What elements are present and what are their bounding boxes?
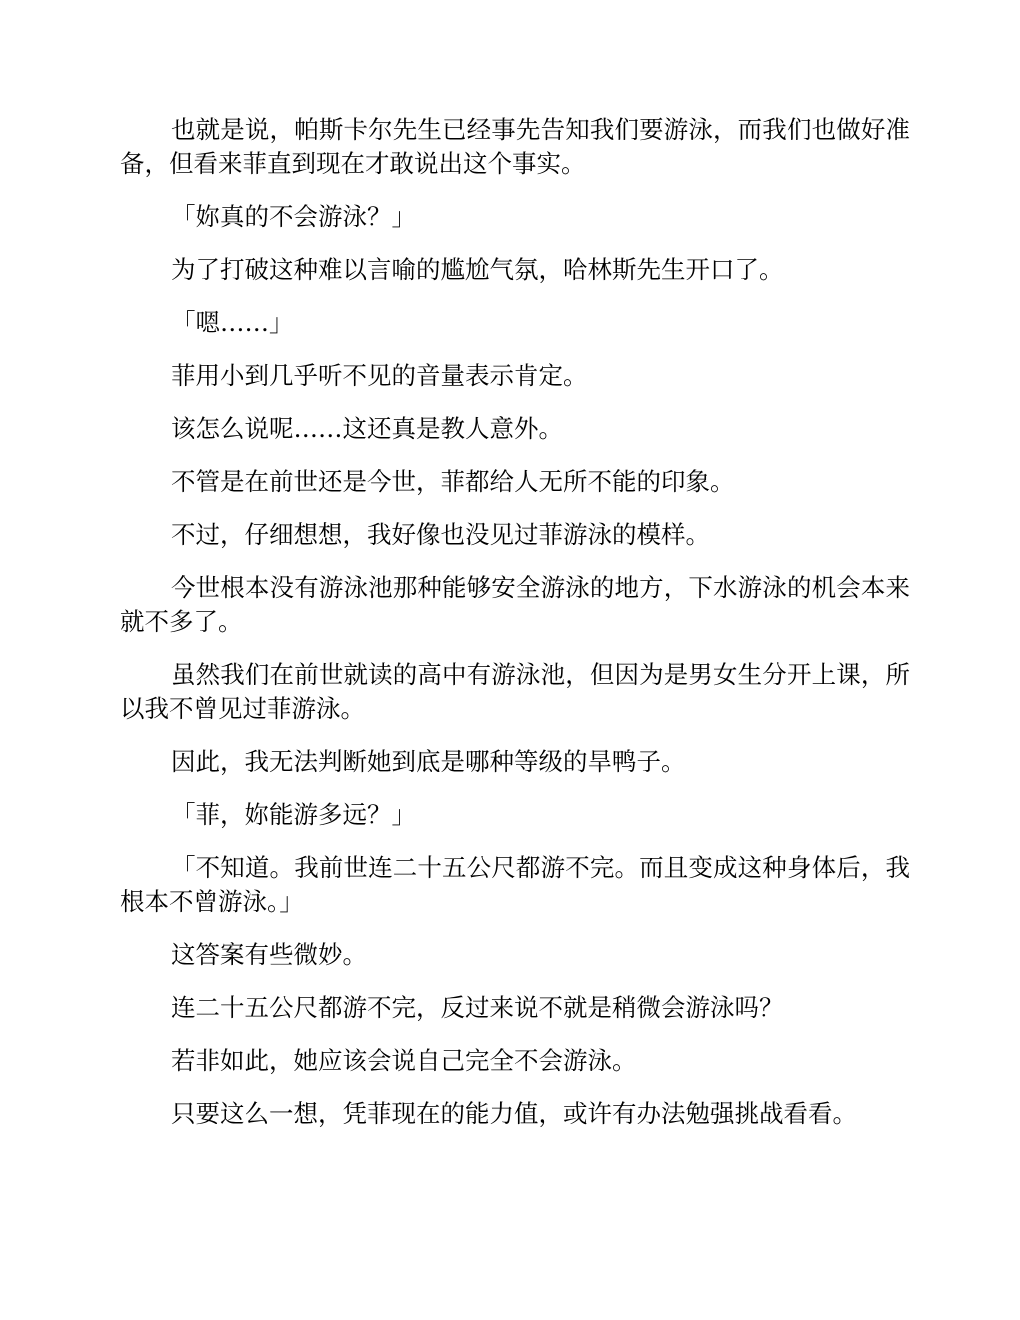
paragraph: 只要这么一想，凭菲现在的能力值，或许有办法勉强挑战看看。: [171, 1099, 857, 1128]
paragraph: 「不知道。我前世连二十五公尺都游不完。而且变成这种身体后，我根本不曾游泳。」: [120, 853, 910, 916]
paragraph: 也就是说，帕斯卡尔先生已经事先告知我们要游泳，而我们也做好准备，但看来菲直到现在才敢说出这个事实。: [120, 115, 910, 178]
paragraph: 连二十五公尺都游不完，反过来说不就是稍微会游泳吗？: [171, 993, 784, 1022]
paragraph: 「嗯……」: [171, 308, 294, 337]
paragraph: 该怎么说呢……这还真是教人意外。: [171, 414, 563, 443]
paragraph: 菲用小到几乎听不见的音量表示肯定。: [171, 361, 588, 390]
paragraph: 因此，我无法判断她到底是哪种等级的旱鸭子。: [171, 747, 686, 776]
paragraph: 「菲，妳能游多远？」: [171, 800, 416, 829]
paragraph: 这答案有些微妙。: [171, 940, 367, 969]
paragraph: 若非如此，她应该会说自己完全不会游泳。: [171, 1046, 637, 1075]
paragraph: 为了打破这种难以言喻的尴尬气氛，哈林斯先生开口了。: [171, 255, 784, 284]
document-page: [120, 113, 910, 1150]
paragraph: 不过，仔细想想，我好像也没见过菲游泳的模样。: [171, 520, 710, 549]
paragraph: 虽然我们在前世就读的高中有游泳池，但因为是男女生分开上课，所以我不曾见过菲游泳。: [120, 660, 910, 723]
paragraph: 「妳真的不会游泳？」: [171, 202, 416, 231]
paragraph: 不管是在前世还是今世，菲都给人无所不能的印象。: [171, 467, 735, 496]
paragraph: 今世根本没有游泳池那种能够安全游泳的地方，下水游泳的机会本来就不多了。: [120, 573, 910, 636]
